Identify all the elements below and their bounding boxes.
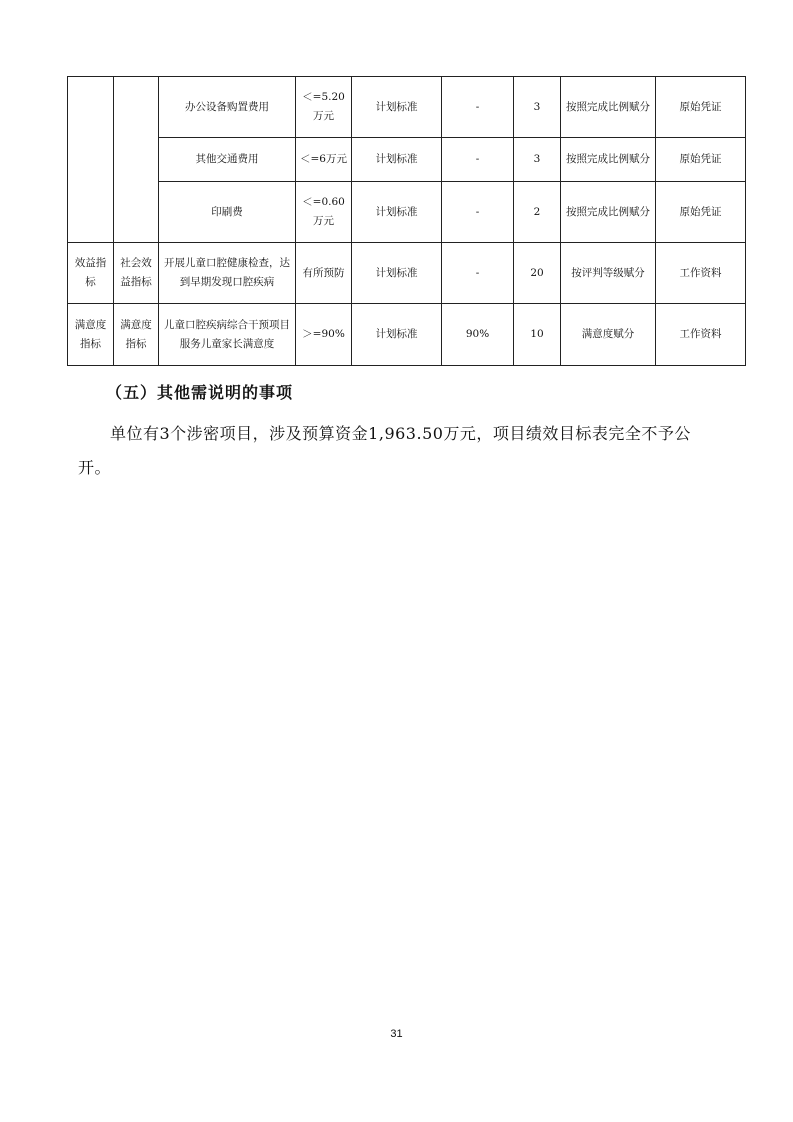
table-row: [68, 304, 746, 366]
table-row: [68, 77, 746, 138]
table-row: [68, 182, 746, 243]
indicator-name-cell: 儿童口腔疾病综合干预项目服务儿童家长满意度: [159, 304, 296, 366]
table-row: [68, 138, 746, 182]
section-paragraph: 单位有3个涉密项目，涉及预算资金1,963.50万元，项目绩效目标表完全不予公开。: [78, 424, 691, 477]
scoring-method-cell: 按照完成比例赋分: [561, 182, 656, 243]
indicator-name-cell: 开展儿童口腔健康检查，达到早期发现口腔疾病: [159, 243, 296, 304]
standard-cell: 计划标准: [352, 182, 442, 243]
primary-indicator-cell: 效益指标: [68, 243, 114, 304]
indicator-name-cell: 办公设备购置费用: [159, 77, 296, 138]
indicator-name-cell: 其他交通费用: [159, 138, 296, 182]
actual-value-cell: -: [442, 243, 514, 304]
empty-cell: [114, 77, 159, 243]
page-number: 31: [390, 1028, 403, 1040]
actual-value-cell: -: [442, 138, 514, 182]
score-cell: 3: [514, 138, 561, 182]
indicator-name-cell: 印刷费: [159, 182, 296, 243]
evidence-cell: 原始凭证: [656, 138, 746, 182]
target-value-cell: ＜=0.60万元: [296, 182, 352, 243]
scoring-method-cell: 按照完成比例赋分: [561, 138, 656, 182]
actual-value-cell: 90%: [442, 304, 514, 366]
target-value-cell: ＜=5.20万元: [296, 77, 352, 138]
scoring-method-cell: 满意度赋分: [561, 304, 656, 366]
standard-cell: 计划标准: [352, 138, 442, 182]
empty-cell: [68, 77, 114, 243]
section-heading: （五）其他需说明的事项: [106, 383, 294, 402]
score-cell: 2: [514, 182, 561, 243]
actual-value-cell: -: [442, 182, 514, 243]
performance-indicator-table: [67, 76, 746, 366]
score-cell: 3: [514, 77, 561, 138]
score-cell: 20: [514, 243, 561, 304]
target-value-cell: 有所预防: [296, 243, 352, 304]
target-value-cell: ＞=90%: [296, 304, 352, 366]
secondary-indicator-cell: 满意度指标: [114, 304, 159, 366]
scoring-method-cell: 按照完成比例赋分: [561, 77, 656, 138]
secondary-indicator-cell: 社会效益指标: [114, 243, 159, 304]
evidence-cell: 工作资料: [656, 243, 746, 304]
evidence-cell: 工作资料: [656, 304, 746, 366]
scoring-method-cell: 按评判等级赋分: [561, 243, 656, 304]
standard-cell: 计划标准: [352, 243, 442, 304]
standard-cell: 计划标准: [352, 304, 442, 366]
primary-indicator-cell: 满意度指标: [68, 304, 114, 366]
evidence-cell: 原始凭证: [656, 77, 746, 138]
standard-cell: 计划标准: [352, 77, 442, 138]
evidence-cell: 原始凭证: [656, 182, 746, 243]
actual-value-cell: -: [442, 77, 514, 138]
table-row: [68, 243, 746, 304]
target-value-cell: ＜=6万元: [296, 138, 352, 182]
score-cell: 10: [514, 304, 561, 366]
